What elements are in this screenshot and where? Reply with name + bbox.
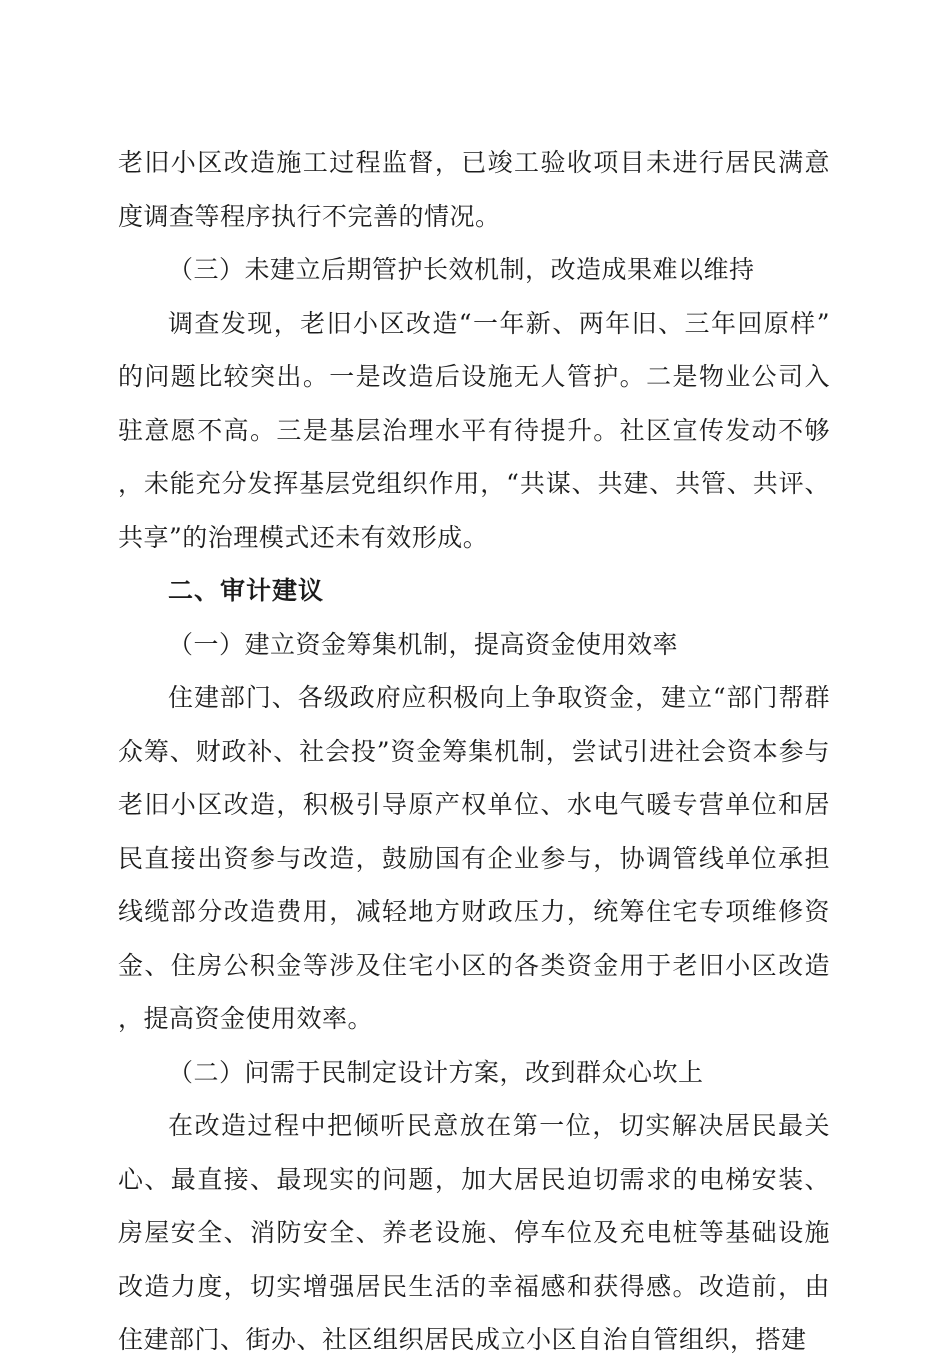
section-heading-audit-suggestions: 二、审计建议 (168, 576, 325, 605)
paragraph-investigation: 调查发现，老旧小区改造“一年新、两年旧、三年回原样”的问题比较突出。一是改造后设施无人管护。二是物业公司入驻意愿不高。三是基层治理水平有待提升。社区宣传发动不够，未能充分发挥基层党组织作用，“共谋、共建、共管、共评、共享”的治理模式还未有效形成。 (118, 308, 830, 552)
paragraph-funding: 住建部门、各级政府应积极向上争取资金，建立“部门帮群众筹、财政补、社会投”资金筹集机制，尝试引进社会资本参与老旧小区改造，积极引导原产权单位、水电气暖专营单位和居民直接出资参与改造，鼓励国有企业参与，协调管线单位承担线缆部分改造费用，减轻地方财政压力，统筹住宅专项维修资金、住房公积金等涉及住宅小区的各类资金用于老旧小区改造，提高资金使用效率。 (118, 683, 830, 1033)
document-body (118, 136, 830, 1367)
paragraph-continuation: 老旧小区改造施工过程监督，已竣工验收项目未进行居民满意度调查等程序执行不完善的情况。 (118, 148, 830, 231)
paragraph-public-opinion: 在改造过程中把倾听民意放在第一位，切实解决居民最关心、最直接、最现实的问题，加大居民迫切需求的电梯安装、房屋安全、消防安全、养老设施、停车位及充电桩等基础设施改造力度，切实增强居民生活的幸福感和获得感。改造前，由住建部门、街办、社区组织居民成立小区自治自管组织，搭建 (118, 1111, 830, 1354)
subheading-three: （三）未建立后期管护长效机制，改造成果难以维持 (168, 255, 755, 284)
subheading-two: （二）问需于民制定设计方案，改到群众心坎上 (168, 1057, 704, 1087)
subheading-one: （一）建立资金筹集机制，提高资金使用效率 (168, 629, 679, 659)
